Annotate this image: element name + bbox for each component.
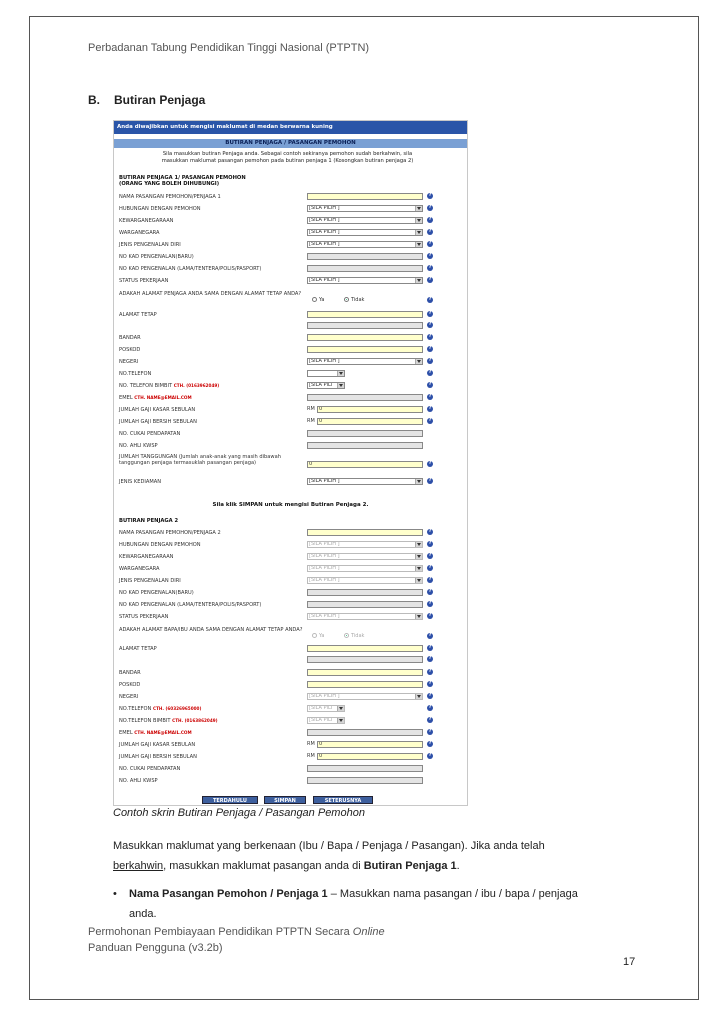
bandar2-input[interactable] <box>307 669 423 676</box>
save-button[interactable]: SIMPAN <box>264 796 306 804</box>
nama-input[interactable] <box>307 193 423 200</box>
kewarganegaraan2-select[interactable]: [SILA PILIH ] <box>307 553 423 560</box>
poskod2-input[interactable] <box>307 681 423 688</box>
label-emel: EMEL CTH. NAME@EMAIL.COM <box>119 395 192 401</box>
page-number: 17 <box>623 956 636 968</box>
no-kp-baru2-input[interactable] <box>307 589 423 596</box>
prev-button[interactable]: TERDAHULU <box>202 796 258 804</box>
form-buttons <box>114 796 467 805</box>
chevron-down-icon <box>415 278 422 283</box>
alamat2-line2-input[interactable] <box>307 656 423 663</box>
help-icon[interactable]: ? <box>428 394 432 399</box>
label-status-pekerjaan2: STATUS PEKERJAAN <box>119 614 169 620</box>
help-icon[interactable]: ? <box>428 322 432 327</box>
radio-tidak-2[interactable]: Tidak <box>344 633 364 639</box>
negeri2-select[interactable]: [SILA PILIH ] <box>307 693 423 700</box>
label-telefon2: NO.TELEFON CTH. (60326965000) <box>119 706 202 712</box>
help-icon[interactable]: ? <box>428 297 432 302</box>
paragraph-line2: berkahwin, masukkan maklumat pasangan anda di Butiran Penjaga 1. <box>113 860 460 872</box>
chevron-down-icon <box>415 479 422 484</box>
bimbit-prefix-select[interactable]: [SILA PILI <box>307 382 345 389</box>
chevron-down-icon <box>337 371 344 376</box>
label-hubungan: HUBUNGAN DENGAN PEMOHON <box>119 206 201 212</box>
label-gaji-kasar2: JUMLAH GAJI KASAR SEBULAN <box>119 742 196 748</box>
alamat2-line1-input[interactable] <box>307 645 423 652</box>
warganegara-select[interactable]: [SILA PILIH ] <box>307 229 423 236</box>
label-emel2: EMEL CTH. NAME@EMAIL.COM <box>119 730 192 736</box>
help-icon[interactable]: ? <box>428 461 432 466</box>
label-kwsp: NO. AHLI KWSP <box>119 443 158 449</box>
label-negeri: NEGERI <box>119 359 139 365</box>
radio-circle <box>312 633 317 638</box>
label-gaji-kasar: JUMLAH GAJI KASAR SEBULAN <box>119 407 196 413</box>
hubungan2-select[interactable]: [SILA PILIH ] <box>307 541 423 548</box>
save-note: Sila klik SIMPAN untuk mengisi Butiran Penjaga 2. <box>212 502 369 508</box>
label-poskod2: POSKOD <box>119 682 141 688</box>
help-icon[interactable]: ? <box>428 529 432 534</box>
jenis-pengenalan-select[interactable]: [SILA PILIH ] <box>307 241 423 248</box>
telefon2-example: CTH. (60326965000) <box>153 706 202 711</box>
help-icon[interactable]: ? <box>428 418 432 423</box>
chevron-down-icon <box>415 578 422 583</box>
group2-title: BUTIRAN PENJAGA 2 <box>119 518 179 524</box>
form-section-bar: BUTIRAN PENJAGA / PASANGAN PEMOHON <box>114 139 467 148</box>
emel2-input[interactable] <box>307 729 423 736</box>
required-warning: Anda diwajibkan untuk mengisi maklumat di medan berwarna kuning <box>114 121 467 134</box>
help-icon[interactable]: ? <box>428 478 432 483</box>
label-bandar: BANDAR <box>119 335 141 341</box>
help-icon[interactable]: ? <box>428 346 432 351</box>
label-nama2: NAMA PASANGAN PEMOHON/PENJAGA 2 <box>119 530 221 536</box>
label-hubungan2: HUBUNGAN DENGAN PEMOHON <box>119 542 201 548</box>
next-button[interactable]: SETERUSNYA <box>313 796 373 804</box>
help-icon[interactable]: ? <box>428 382 432 387</box>
help-icon[interactable]: ? <box>428 577 432 582</box>
group1-title: BUTIRAN PENJAGA 1/ PASANGAN PEMOHON <box>119 175 246 181</box>
hubungan-select[interactable]: [SILA PILIH ] <box>307 205 423 212</box>
help-icon[interactable]: ? <box>428 334 432 339</box>
help-icon[interactable]: ? <box>428 193 432 198</box>
help-icon[interactable]: ? <box>428 553 432 558</box>
alamat-line2-input[interactable] <box>307 322 423 329</box>
chevron-down-icon <box>415 242 422 247</box>
label-no-kp-lama: NO KAD PENGENALAN (LAMA/TENTERA/POLIS/PASPORT) <box>119 266 262 272</box>
rm-prefix: RM <box>307 753 315 759</box>
help-icon[interactable]: ? <box>428 277 432 282</box>
label-kediaman: JENIS KEDIAMAN <box>119 479 162 485</box>
help-icon[interactable]: ? <box>428 681 432 686</box>
label-cukai2: NO. CUKAI PENDAPATAN <box>119 766 181 772</box>
chevron-down-icon <box>337 383 344 388</box>
kediaman-select[interactable]: [SILA PILIH ] <box>307 478 423 485</box>
radio-tidak[interactable]: Tidak <box>344 297 364 303</box>
section-title-text: Butiran Penjaga <box>114 93 206 107</box>
bimbit-example: CTH. (0163962049) <box>173 383 220 388</box>
bimbit2-example: CTH. (0163862049) <box>172 718 218 723</box>
help-icon[interactable]: ? <box>428 311 432 316</box>
help-icon[interactable]: ? <box>428 241 432 246</box>
label-telefon: NO.TELEFON <box>119 371 152 377</box>
nama2-input[interactable] <box>307 529 423 536</box>
bandar-input[interactable] <box>307 334 423 341</box>
label-jenis-pengenalan2: JENIS PENGENALAN DIRI <box>119 578 181 584</box>
footer-line1: Permohonan Pembiayaan Pendidikan PTPTN Secara Online <box>88 926 385 938</box>
radio-circle <box>344 297 349 302</box>
help-icon[interactable]: ? <box>428 645 432 650</box>
help-icon[interactable]: ? <box>428 253 432 258</box>
help-icon[interactable]: ? <box>428 753 432 758</box>
telefon-prefix-select[interactable] <box>307 370 345 377</box>
label-no-kp-baru2: NO KAD PENGENALAN(BARU) <box>119 590 194 596</box>
chevron-down-icon <box>415 359 422 364</box>
chevron-down-icon <box>415 694 422 699</box>
label-nama: NAMA PASANGAN PEMOHON/PENJAGA 1 <box>119 194 221 200</box>
chevron-down-icon <box>337 706 344 711</box>
no-kp-baru-input[interactable] <box>307 253 423 260</box>
rm-prefix: RM <box>307 406 315 412</box>
label-bandar2: BANDAR <box>119 670 141 676</box>
label-alamat-tetap2: ALAMAT TETAP <box>119 646 157 652</box>
chevron-down-icon <box>415 614 422 619</box>
negeri-select[interactable]: [SILA PILIH ] <box>307 358 423 365</box>
chevron-down-icon <box>415 566 422 571</box>
label-jenis-pengenalan: JENIS PENGENALAN DIRI <box>119 242 181 248</box>
radio-circle <box>312 297 317 302</box>
help-icon[interactable]: ? <box>428 370 432 375</box>
no-kp-lama-input[interactable] <box>307 265 423 272</box>
help-icon[interactable]: ? <box>428 229 432 234</box>
no-kp-lama2-input[interactable] <box>307 601 423 608</box>
form-screenshot <box>113 120 468 806</box>
help-icon[interactable]: ? <box>428 693 432 698</box>
help-icon[interactable]: ? <box>428 358 432 363</box>
emel-example: CTH. NAME@EMAIL.COM <box>134 395 192 400</box>
section-letter: B. <box>88 93 100 107</box>
kewarganegaraan-select[interactable]: [SILA PILIH ] <box>307 217 423 224</box>
help-icon[interactable]: ? <box>428 589 432 594</box>
rm-prefix: RM <box>307 741 315 747</box>
label-bimbit: NO. TELEFON BIMBIT CTH. (0163962049) <box>119 383 220 389</box>
cukai-input[interactable] <box>307 430 423 437</box>
help-icon[interactable]: ? <box>428 729 432 734</box>
cukai2-input[interactable] <box>307 765 423 772</box>
label-warganegara: WARGANEGARA <box>119 230 160 236</box>
help-icon[interactable]: ? <box>428 205 432 210</box>
alamat-line1-input[interactable] <box>307 311 423 318</box>
emel-input[interactable] <box>307 394 423 401</box>
poskod-input[interactable] <box>307 346 423 353</box>
kwsp-input[interactable] <box>307 442 423 449</box>
radio-ya[interactable]: Ya <box>312 297 324 303</box>
chevron-down-icon <box>415 554 422 559</box>
radio-circle <box>344 633 349 638</box>
help-icon[interactable]: ? <box>428 656 432 661</box>
paragraph-line1: Masukkan maklumat yang berkenaan (Ibu / Bapa / Penjaga / Pasangan). Jika anda telah <box>113 840 545 852</box>
help-icon[interactable]: ? <box>428 601 432 606</box>
telefon2-prefix-select[interactable]: [SILA PILI <box>307 705 345 712</box>
help-icon[interactable]: ? <box>428 633 432 638</box>
emel2-example: CTH. NAME@EMAIL.COM <box>134 730 192 735</box>
chevron-down-icon <box>415 206 422 211</box>
help-icon[interactable]: ? <box>428 565 432 570</box>
label-kewarganegaraan: KEWARGANEGARAAN <box>119 218 174 224</box>
gaji-kasar2-input[interactable]: 0 <box>317 741 423 748</box>
label-kewarganegaraan2: KEWARGANEGARAAN <box>119 554 174 560</box>
help-icon[interactable]: ? <box>428 406 432 411</box>
chevron-down-icon <box>415 218 422 223</box>
jenis-pengenalan2-select[interactable]: [SILA PILIH ] <box>307 577 423 584</box>
group1-subtitle: (ORANG YANG BOLEH DIHUBUNGI) <box>119 181 220 187</box>
help-icon[interactable]: ? <box>428 669 432 674</box>
help-icon[interactable]: ? <box>428 613 432 618</box>
form-intro-text: Sila masukkan butiran Penjaga anda. Sebagai contoh sekiranya pemohon sudah berkahwin, sila masukkan maklumat pasangan pemohon pada butiran penjaga 1 (Kosongkan butiran penjaga 2) <box>161 151 414 164</box>
help-icon[interactable]: ? <box>428 265 432 270</box>
label-gaji-bersih2: JUMLAH GAJI BERSIH SEBULAN <box>119 754 197 760</box>
chevron-down-icon <box>415 542 422 547</box>
label-negeri2: NEGERI <box>119 694 139 700</box>
rm-prefix: RM <box>307 418 315 424</box>
radio-ya-2[interactable]: Ya <box>312 633 324 639</box>
tanggungan-input[interactable]: 0 <box>307 461 423 468</box>
label-alamat-sama: ADAKAH ALAMAT PENJAGA ANDA SAMA DENGAN ALAMAT TETAP ANDA? <box>119 291 302 297</box>
bullet-item-line2: anda. <box>129 908 157 920</box>
status-pekerjaan-select[interactable]: [SILA PILIH ] <box>307 277 423 284</box>
bimbit2-prefix-select[interactable]: [SILA PILI <box>307 717 345 724</box>
footer-line2: Panduan Pengguna (v3.2b) <box>88 942 223 954</box>
label-tanggungan: JUMLAH TANGGUNGAN (Jumlah anak-anak yang masih dibawah tanggungan penjaga termasuklah pasangan penjaga) <box>119 454 281 466</box>
gaji-kasar-input[interactable]: 0 <box>317 406 423 413</box>
gaji-bersih2-input[interactable]: 0 <box>317 753 423 760</box>
help-icon[interactable]: ? <box>428 741 432 746</box>
label-alamat-tetap: ALAMAT TETAP <box>119 312 157 318</box>
label-poskod: POSKOD <box>119 347 141 353</box>
label-status-pekerjaan: STATUS PEKERJAAN <box>119 278 169 284</box>
label-cukai: NO. CUKAI PENDAPATAN <box>119 431 181 437</box>
help-icon[interactable]: ? <box>428 217 432 222</box>
page-header: Perbadanan Tabung Pendidikan Tinggi Nasional (PTPTN) <box>88 42 370 54</box>
help-icon[interactable]: ? <box>428 705 432 710</box>
chevron-down-icon <box>415 230 422 235</box>
chevron-down-icon <box>337 718 344 723</box>
kwsp2-input[interactable] <box>307 777 423 784</box>
label-kwsp2: NO. AHLI KWSP <box>119 778 158 784</box>
label-no-kp-lama2: NO KAD PENGENALAN (LAMA/TENTERA/POLIS/PASPORT) <box>119 602 262 608</box>
warganegara2-select[interactable]: [SILA PILIH ] <box>307 565 423 572</box>
label-alamat-sama2: ADAKAH ALAMAT BAPA/IBU ANDA SAMA DENGAN ALAMAT TETAP ANDA? <box>119 627 303 633</box>
help-icon[interactable]: ? <box>428 717 432 722</box>
label-no-kp-baru: NO KAD PENGENALAN(BARU) <box>119 254 194 260</box>
status-pekerjaan2-select[interactable]: [SILA PILIH ] <box>307 613 423 620</box>
label-gaji-bersih: JUMLAH GAJI BERSIH SEBULAN <box>119 419 197 425</box>
label-warganegara2: WARGANEGARA <box>119 566 160 572</box>
bullet-item: • Nama Pasangan Pemohon / Penjaga 1 – Masukkan nama pasangan / ibu / bapa / penjaga <box>113 884 653 904</box>
figure-caption: Contoh skrin Butiran Penjaga / Pasangan Pemohon <box>113 807 365 819</box>
label-bimbit2: NO.TELEFON BIMBIT CTH. (0163862049) <box>119 718 218 724</box>
gaji-bersih-input[interactable]: 0 <box>317 418 423 425</box>
section-title <box>88 93 205 107</box>
help-icon[interactable]: ? <box>428 541 432 546</box>
